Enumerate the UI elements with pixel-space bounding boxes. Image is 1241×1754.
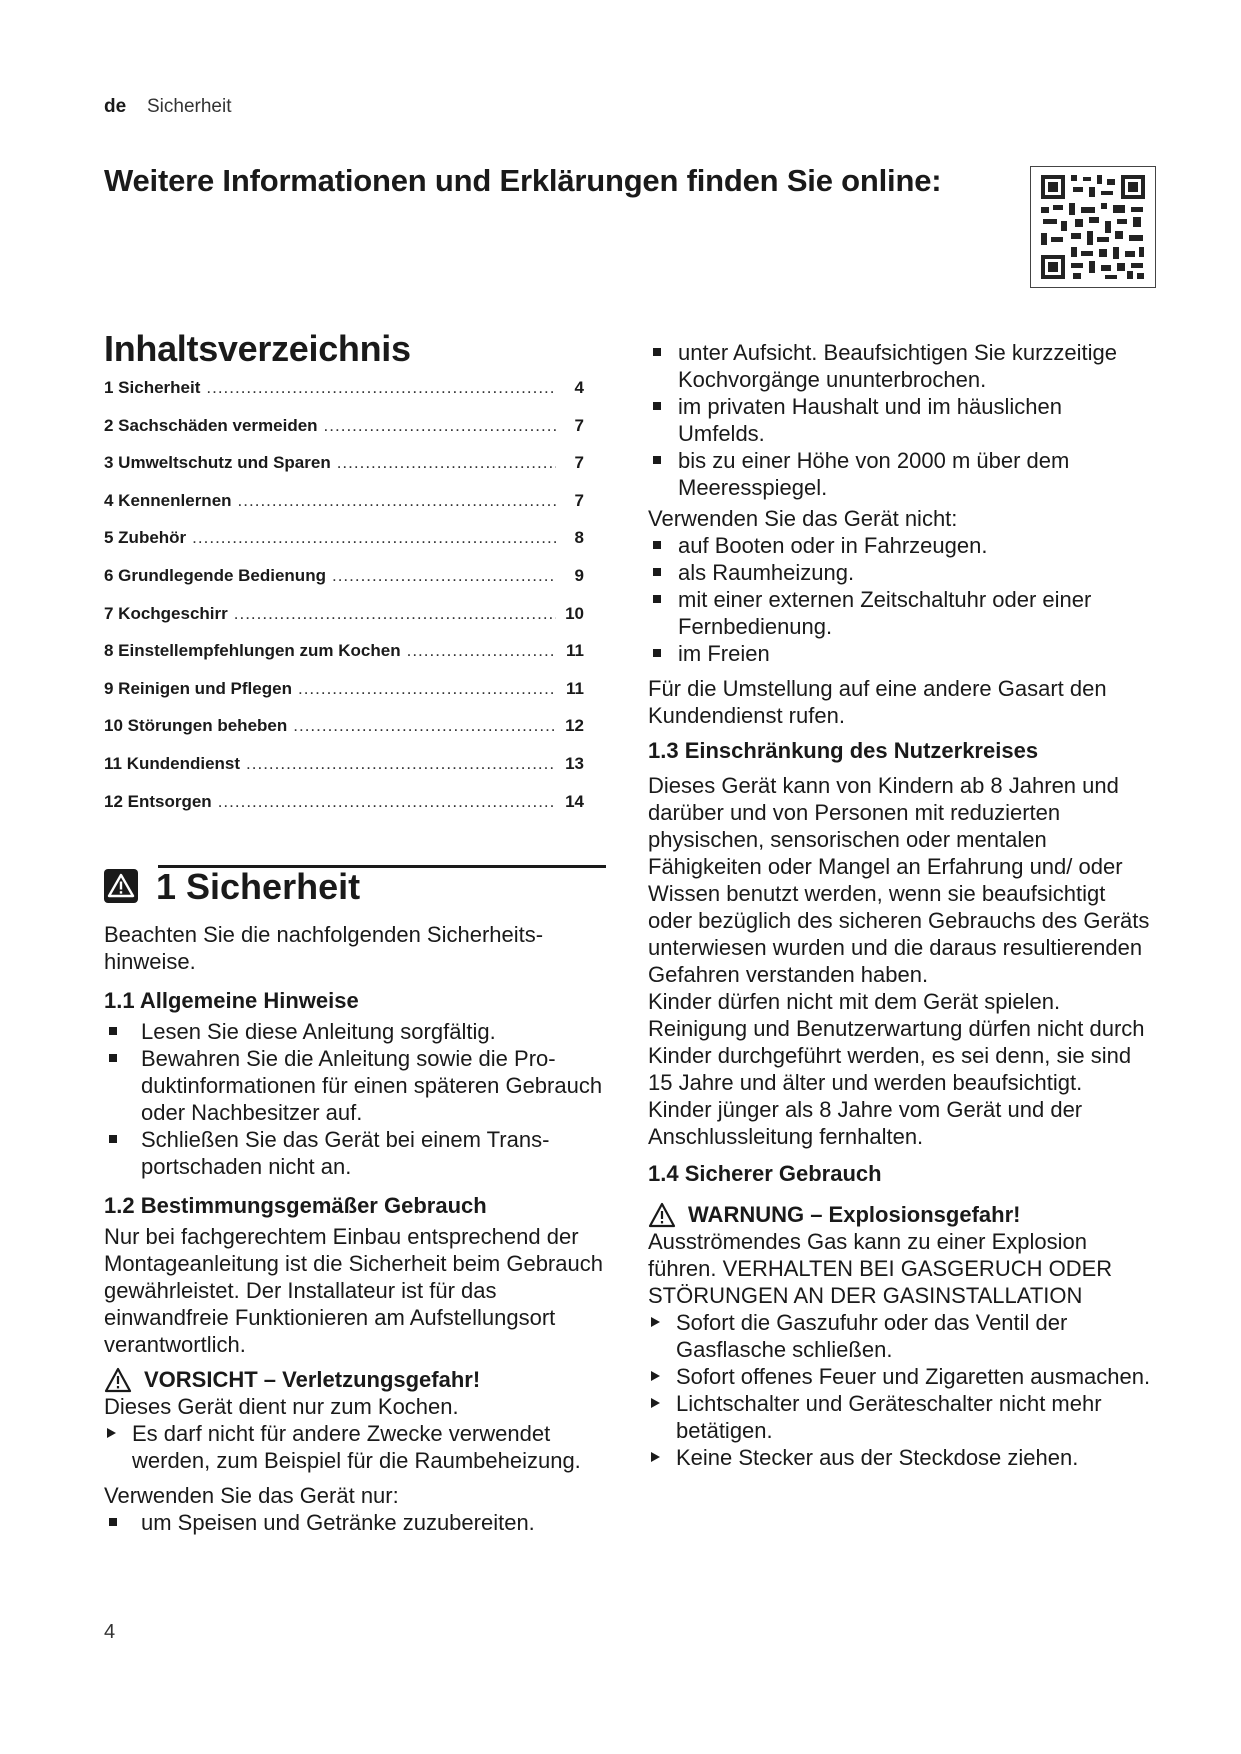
toc-entry[interactable]: 7 Kochgeschirr ..... 10 <box>104 604 584 642</box>
list-item: Bewahren Sie die Anleitung sowie die Produktinformationen für einen späteren Gebrauch oder Nachbesitzer auf. <box>104 1045 609 1126</box>
subsection-title: 1.3 Einschränkung des Nutzerkreises <box>648 738 1039 763</box>
list-item: unter Aufsicht. Beaufsichtigen Sie kurzzeitige Kochvorgänge ununterbrochen. <box>648 339 1153 393</box>
toc-entry[interactable]: 9 Reinigen und Pflegen ..... 11 <box>104 679 584 717</box>
step-list <box>104 1420 609 1474</box>
toc-entry[interactable]: 3 Umweltschutz und Sparen ..... 7 <box>104 453 584 491</box>
paragraph: Kinder dürfen nicht mit dem Gerät spielen. <box>648 989 1061 1014</box>
list-item: bis zu einer Höhe von 2000 m über dem Meeresspiegel. <box>648 447 1153 501</box>
left-column <box>104 921 609 1536</box>
table-of-contents <box>104 378 584 829</box>
list-item: Schließen Sie das Gerät bei einem Transportschaden nicht an. <box>104 1126 609 1180</box>
bullet-list <box>648 532 1153 667</box>
toc-entry[interactable]: 10 Störungen beheben ..... 12 <box>104 716 584 754</box>
paragraph: Dieses Gerät kann von Kindern ab 8 Jahren und darüber und von Personen mit reduzierten physischen, sensorischen oder mentalen Fähigkeiten oder Mangel an Erfahrung und/ oder Wissen benutzt werden, wenn sie beaufsichtigt oder bezüglich des sicheren Gebrauchs des Geräts unterwiesen wurden und die daraus resultierenden Gefahren verstanden haben. <box>648 773 1150 987</box>
list-item: auf Booten oder in Fahrzeugen. <box>648 532 1153 559</box>
toc-entry[interactable]: 4 Kennenlernen ..... 7 <box>104 491 584 529</box>
paragraph: Verwenden Sie das Gerät nur: <box>104 1483 399 1508</box>
toc-title: Inhaltsverzeichnis <box>104 328 411 369</box>
toc-entry[interactable]: 1 Sicherheit ..... 4 <box>104 378 584 416</box>
running-section-title: Sicherheit <box>147 96 232 117</box>
subsection-title: 1.1 Allgemeine Hinweise <box>104 988 359 1013</box>
paragraph: Dieses Gerät dient nur zum Kochen. <box>104 1394 459 1419</box>
list-item: um Speisen und Getränke zuzubereiten. <box>104 1509 609 1536</box>
toc-entry[interactable]: 5 Zubehör ..... 8 <box>104 528 584 566</box>
list-item: Lichtschalter und Geräteschalter nicht mehr betätigen. <box>648 1390 1153 1444</box>
list-item: Sofort die Gaszufuhr oder das Ventil der Gasflasche schließen. <box>648 1309 1153 1363</box>
paragraph: Kinder jünger als 8 Jahre vom Gerät und der Anschlussleitung fernhalten. <box>648 1097 1083 1149</box>
bullet-list <box>104 1509 609 1536</box>
paragraph: Verwenden Sie das Gerät nicht: <box>648 506 958 531</box>
section-title: 1 Sicherheit <box>156 866 361 907</box>
toc-entry[interactable]: 11 Kundendienst ..... 13 <box>104 754 584 792</box>
qr-code-icon[interactable] <box>1030 166 1156 288</box>
list-item: im Freien <box>648 640 1153 667</box>
toc-entry[interactable]: 6 Grundlegende Bedienung ..... 9 <box>104 566 584 604</box>
page-number: 4 <box>104 1621 116 1643</box>
warning-title: WARNUNG – Explosionsgefahr! <box>688 1202 1021 1227</box>
paragraph: Reinigung und Benutzerwartung dürfen nicht durch Kinder durchgeführt werden, es sei denn, sie sind 15 Jahre und älter und werden beaufsichtigt. <box>648 1016 1145 1095</box>
bullet-list <box>648 339 1153 501</box>
warning-heading <box>648 1201 1153 1228</box>
warning-icon <box>104 869 138 903</box>
subsection-title: 1.2 Bestimmungsgemäßer Gebrauch <box>104 1193 487 1218</box>
list-item: als Raumheizung. <box>648 559 1153 586</box>
subsection-title: 1.4 Sicherer Gebrauch <box>648 1161 882 1186</box>
toc-entry[interactable]: 12 Entsorgen ..... 14 <box>104 792 584 830</box>
language-code: de <box>104 96 127 117</box>
warning-triangle-icon <box>648 1202 676 1228</box>
list-item: Sofort offenes Feuer und Zigaretten ausmachen. <box>648 1363 1153 1390</box>
list-item: Es darf nicht für andere Zwecke verwendet werden, zum Beispiel für die Raumbeheizung. <box>104 1420 609 1474</box>
caution-icon <box>104 1367 132 1393</box>
list-item: Lesen Sie diese Anleitung sorgfältig. <box>104 1018 609 1045</box>
right-column <box>648 339 1153 1471</box>
paragraph: Ausströmendes Gas kann zu einer Explosion führen. VERHALTEN BEI GASGERUCH ODER STÖRUNGEN AN DER GASINSTALLATION <box>648 1229 1113 1308</box>
caution-heading <box>104 1366 609 1393</box>
list-item: im privaten Haushalt und im häuslichen Umfelds. <box>648 393 1153 447</box>
bullet-list <box>104 1018 609 1180</box>
paragraph: Für die Umstellung auf eine andere Gasart den Kundendienst rufen. <box>648 676 1107 728</box>
list-item: mit einer externen Zeitschaltuhr oder einer Fernbedienung. <box>648 586 1153 640</box>
paragraph: Nur bei fachgerechtem Einbau entsprechend der Montageanleitung ist die Sicherheit beim Gebrauch gewährleistet. Der Installateur ist für das einwandfreie Funktionieren am Aufstellungsort verantwortlich. <box>104 1224 603 1357</box>
online-info-heading: Weitere Informationen und Erklärungen finden Sie online: <box>104 163 942 198</box>
toc-entry[interactable]: 2 Sachschäden vermeiden ..... 7 <box>104 416 584 454</box>
toc-entry[interactable]: 8 Einstellempfehlungen zum Kochen ..... 11 <box>104 641 584 679</box>
list-item: Keine Stecker aus der Steckdose ziehen. <box>648 1444 1153 1471</box>
caution-title: VORSICHT – Verletzungsgefahr! <box>144 1367 481 1392</box>
section-intro: Beachten Sie die nachfolgenden Sicherheitshinweise. <box>104 922 544 974</box>
step-list <box>648 1309 1153 1471</box>
